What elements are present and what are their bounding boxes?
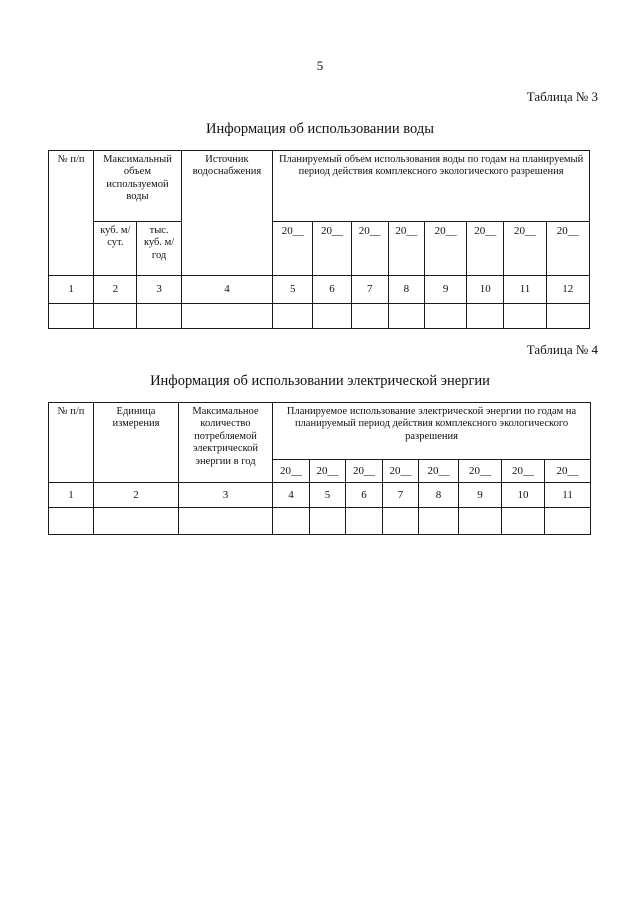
column-number-cell: 11 bbox=[504, 276, 546, 304]
header-max-water-volume: Максимальный объем используемой воды bbox=[94, 151, 181, 222]
column-number-cell: 4 bbox=[181, 276, 272, 304]
table3-title: Информация об использовании воды bbox=[206, 121, 434, 137]
column-number-cell: 7 bbox=[383, 483, 419, 508]
column-number-cell: 6 bbox=[346, 483, 383, 508]
column-number-cell: 11 bbox=[545, 483, 591, 508]
year-header: 20__ bbox=[273, 460, 310, 483]
table3-caption: Таблица № 3 bbox=[526, 89, 598, 104]
year-header: 20__ bbox=[351, 222, 388, 276]
column-number-cell: 7 bbox=[351, 276, 388, 304]
empty-data-row bbox=[49, 304, 590, 329]
empty-cell bbox=[346, 508, 383, 535]
page-number: 5 bbox=[316, 58, 324, 73]
header-max-electricity-amount: Максимальное количество потребляемой электрической энергии в год bbox=[179, 403, 273, 483]
year-header: 20__ bbox=[424, 222, 466, 276]
empty-cell bbox=[273, 304, 313, 329]
empty-cell bbox=[313, 304, 351, 329]
empty-cell bbox=[424, 304, 466, 329]
year-header: 20__ bbox=[502, 460, 545, 483]
empty-cell bbox=[459, 508, 502, 535]
column-number-cell: 1 bbox=[49, 483, 94, 508]
empty-data-row bbox=[49, 508, 591, 535]
empty-cell bbox=[94, 304, 137, 329]
column-number-cell: 5 bbox=[273, 276, 313, 304]
column-number-cell: 3 bbox=[137, 276, 181, 304]
column-number-cell: 6 bbox=[313, 276, 351, 304]
column-number-cell: 9 bbox=[424, 276, 466, 304]
year-header: 20__ bbox=[459, 460, 502, 483]
year-header: 20__ bbox=[273, 222, 313, 276]
year-header: 20__ bbox=[546, 222, 589, 276]
year-header: 20__ bbox=[504, 222, 546, 276]
water-usage-table bbox=[48, 150, 590, 329]
column-number-cell: 10 bbox=[467, 276, 504, 304]
empty-cell bbox=[351, 304, 388, 329]
header-row-number: № п/п bbox=[49, 403, 94, 483]
empty-cell bbox=[545, 508, 591, 535]
empty-cell bbox=[467, 304, 504, 329]
header-unit-of-measure: Единица измерения bbox=[94, 403, 179, 483]
header-water-source: Источник водоснабжения bbox=[181, 151, 272, 276]
empty-cell bbox=[546, 304, 589, 329]
header-row-number: № п/п bbox=[49, 151, 94, 276]
empty-cell bbox=[502, 508, 545, 535]
year-header: 20__ bbox=[383, 460, 419, 483]
electricity-usage-table bbox=[48, 402, 591, 535]
empty-cell bbox=[419, 508, 459, 535]
empty-cell bbox=[94, 508, 179, 535]
empty-cell bbox=[383, 508, 419, 535]
column-number-cell: 8 bbox=[388, 276, 424, 304]
column-number-cell: 1 bbox=[49, 276, 94, 304]
year-header: 20__ bbox=[467, 222, 504, 276]
column-number-cell: 12 bbox=[546, 276, 589, 304]
empty-cell bbox=[49, 304, 94, 329]
column-number-cell: 8 bbox=[419, 483, 459, 508]
header-unit-m3-per-day: куб. м/сут. bbox=[94, 222, 137, 276]
empty-cell bbox=[179, 508, 273, 535]
empty-cell bbox=[137, 304, 181, 329]
empty-cell bbox=[388, 304, 424, 329]
column-number-cell: 4 bbox=[273, 483, 310, 508]
year-header: 20__ bbox=[313, 222, 351, 276]
column-number-cell: 5 bbox=[310, 483, 346, 508]
year-header: 20__ bbox=[388, 222, 424, 276]
column-number-cell: 2 bbox=[94, 483, 179, 508]
header-unit-thousand-m3-per-year: тыс. куб. м/год bbox=[137, 222, 181, 276]
column-number-cell: 2 bbox=[94, 276, 137, 304]
header-planned-water-volume: Планируемый объем использования воды по годам на планируемый период действия комплексного экологического разрешения bbox=[273, 151, 590, 222]
empty-cell bbox=[181, 304, 272, 329]
year-header: 20__ bbox=[419, 460, 459, 483]
year-header: 20__ bbox=[310, 460, 346, 483]
table4-caption: Таблица № 4 bbox=[526, 342, 598, 357]
column-number-cell: 3 bbox=[179, 483, 273, 508]
table4-title: Информация об использовании электрической энергии bbox=[150, 373, 490, 389]
column-number-cell: 9 bbox=[459, 483, 502, 508]
year-header: 20__ bbox=[346, 460, 383, 483]
year-header: 20__ bbox=[545, 460, 591, 483]
column-number-cell: 10 bbox=[502, 483, 545, 508]
empty-cell bbox=[273, 508, 310, 535]
empty-cell bbox=[504, 304, 546, 329]
header-planned-electricity-usage: Планируемое использование электрической энергии по годам на планируемый период действия комплексного экологического разрешения bbox=[273, 403, 591, 460]
empty-cell bbox=[49, 508, 94, 535]
empty-cell bbox=[310, 508, 346, 535]
